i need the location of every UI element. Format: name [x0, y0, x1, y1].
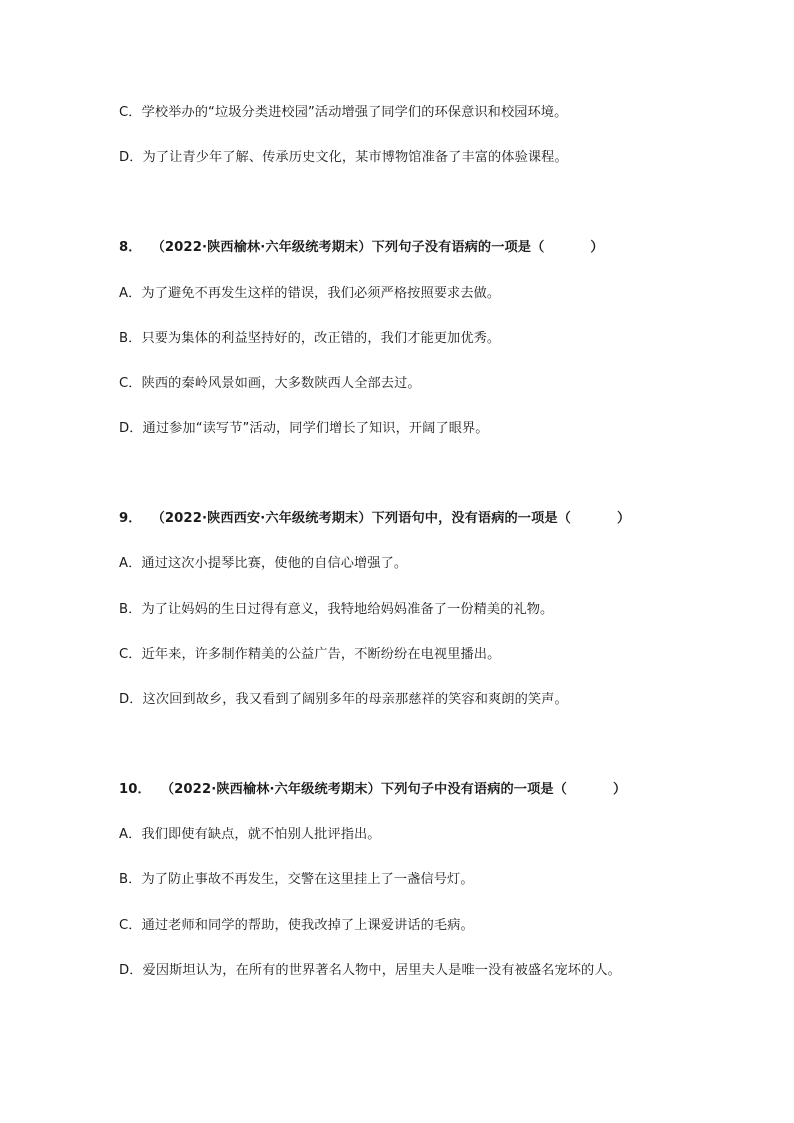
question-close-paren: ） — [616, 511, 631, 526]
option-b-q10 — [119, 871, 474, 889]
question-number: 10． — [119, 782, 151, 797]
question-number: 9． — [119, 511, 142, 526]
option-letter: B． — [119, 331, 142, 346]
question-number: 8． — [119, 240, 142, 255]
option-text: 只要为集体的利益坚持好的，改正错的，我们才能更加优秀。 — [141, 331, 501, 346]
option-text: 为了避免不再发生这样的错误，我们必须严格按照要求去做。 — [141, 286, 501, 301]
option-b-q9 — [119, 601, 553, 619]
option-text: 为了防止事故不再发生，交警在这里挂上了一盏信号灯。 — [141, 872, 474, 887]
option-letter: D． — [119, 421, 143, 436]
option-text: 近年来，许多制作精美的公益广告，不断纷纷在电视里播出。 — [141, 647, 501, 662]
option-d-q10 — [119, 962, 621, 980]
option-text: 我们即使有缺点，就不怕别人批评指出。 — [141, 827, 381, 842]
option-d-q9 — [119, 691, 568, 709]
option-a-q8 — [119, 285, 500, 303]
question-text: （2022·陕西榆林·六年级统考期末）下列句子中没有语病的一项是（ — [160, 782, 567, 797]
option-a-q10 — [119, 826, 381, 844]
option-letter: D． — [119, 692, 143, 707]
option-text: 这次回到故乡，我又看到了阔别多年的母亲那慈祥的笑容和爽朗的笑声。 — [142, 692, 568, 707]
option-text: 通过参加“读写节”活动，同学们增长了知识，开阔了眼界。 — [142, 421, 489, 436]
option-c-q8 — [119, 375, 421, 393]
option-letter: A． — [119, 286, 142, 301]
option-text: 爱因斯坦认为，在所有的世界著名人物中，居里夫人是唯一没有被盛名宠坏的人。 — [142, 963, 621, 978]
option-c-q10 — [119, 917, 474, 935]
option-letter: B． — [119, 602, 142, 617]
option-text: 陕西的秦岭风景如画，大多数陕西人全部去过。 — [141, 376, 421, 391]
option-a-q9 — [119, 555, 407, 573]
question-10-stem — [119, 781, 626, 799]
option-text: 通过这次小提琴比赛，使他的自信心增强了。 — [141, 556, 408, 571]
option-letter: C． — [119, 647, 142, 662]
question-close-paren: ） — [590, 240, 604, 255]
option-text: 学校举办的“垃圾分类进校园”活动增强了同学们的环保意识和校园环境。 — [141, 105, 568, 120]
question-close-paren: ） — [612, 782, 627, 797]
option-d-q8 — [119, 420, 489, 438]
question-text: （2022·陕西西安·六年级统考期末）下列语句中，没有语病的一项是（ — [151, 511, 571, 526]
option-letter: A． — [119, 827, 142, 842]
option-d-q7 — [119, 149, 568, 167]
option-text: 为了让妈妈的生日过得有意义，我特地给妈妈准备了一份精美的礼物。 — [141, 602, 554, 617]
option-c-q7 — [119, 104, 567, 122]
option-text: 通过老师和同学的帮助，使我改掉了上课爱讲话的毛病。 — [141, 918, 474, 933]
option-letter: D． — [119, 963, 143, 978]
option-letter: D． — [119, 150, 143, 165]
option-b-q8 — [119, 330, 500, 348]
option-text: 为了让青少年了解、传承历史文化，某市博物馆准备了丰富的体验课程。 — [142, 150, 568, 165]
question-8-stem — [119, 239, 604, 257]
question-text: （2022·陕西榆林·六年级统考期末）下列句子没有语病的一项是（ — [151, 240, 545, 255]
option-letter: C． — [119, 105, 142, 120]
option-letter: C． — [119, 376, 142, 391]
option-letter: A． — [119, 556, 142, 571]
option-c-q9 — [119, 646, 500, 664]
question-9-stem — [119, 510, 630, 528]
option-letter: C． — [119, 918, 142, 933]
option-letter: B． — [119, 872, 142, 887]
